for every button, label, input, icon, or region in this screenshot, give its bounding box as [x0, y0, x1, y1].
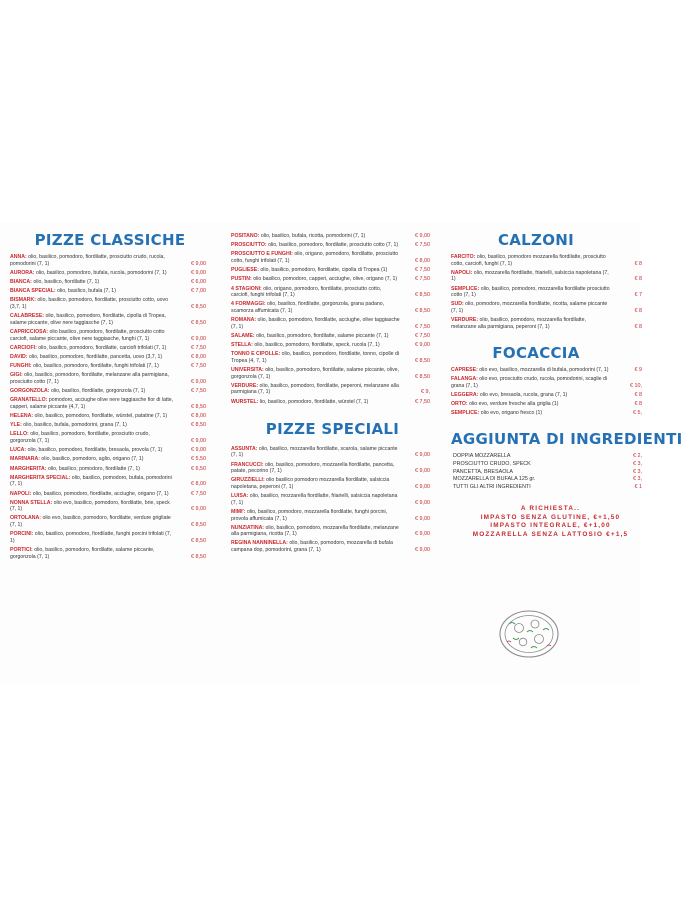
- item-price: € 7,50: [415, 332, 430, 339]
- item-price: € 8,50: [191, 553, 206, 560]
- item-gap: [10, 560, 210, 563]
- extra-ingredient-row: [453, 476, 642, 484]
- item-desc: olio, basilico, pomodoro, fiordilatte, bresaola, provola (7, 1): [27, 447, 163, 454]
- extra-ingredient-label: TUTTI GLI ALTRI INGREDIENTI: [453, 483, 531, 490]
- item-price: € 8: [634, 307, 642, 314]
- item-name: MARINARA:: [10, 456, 40, 463]
- item-desc: olio basilico, pomodoro, capperi, acciughe, olive, origano (7, 1): [253, 276, 398, 283]
- menu-item: [231, 477, 434, 490]
- item-desc: olio, origano, pomodoro, fiordilatte, prosciutto cotto, carciofi, funghi trifolati (7, 1): [231, 285, 382, 299]
- menu-item: [10, 531, 210, 544]
- menu-item: [10, 372, 210, 385]
- item-name: LEGGERA:: [451, 391, 479, 398]
- menu-item: [10, 475, 210, 488]
- pizza-sketch-icon: [497, 608, 561, 660]
- menu-item: [231, 342, 434, 349]
- item-name: ANNA:: [10, 254, 27, 260]
- item-desc: olio, basilico, pomodoro, fiordilatte, cipolla di Tropea (1): [260, 267, 388, 274]
- item-price: € 9: [634, 366, 642, 373]
- extra-ingredient-label: DOPPIA MOZZARELLA: [453, 453, 511, 460]
- extra-ingredient-price: € 3,: [633, 476, 642, 483]
- richiesta-line: A RICHIESTA..: [520, 505, 581, 513]
- item-name: LELLO:: [10, 431, 29, 438]
- item-name: CARCIOFI:: [10, 344, 37, 351]
- item-name: BISMARK:: [10, 297, 36, 304]
- item-price: € 9,00: [415, 515, 430, 522]
- item-name: LUISA:: [231, 493, 249, 500]
- item-name: PORTICI:: [10, 547, 33, 554]
- item-desc: olio, basilico, pomodoro, fiordilatte, carciofi trifolati (7, 1): [38, 344, 167, 351]
- item-gap: [451, 330, 646, 333]
- item-desc: olio, basilico, pomodoro, mozzarella fiordilatte, melanzane alla parmigiana, peperoni (7, 1): [451, 317, 586, 330]
- item-name: HELENA:: [10, 413, 34, 419]
- item-price: € 8,00: [191, 413, 206, 419]
- item-price: € 8,50: [191, 522, 206, 529]
- list-classiche-cont: [231, 233, 434, 408]
- column-classiche: [10, 222, 210, 563]
- title-calzoni: CALZONI: [497, 231, 575, 249]
- item-price: € 9,00: [415, 452, 430, 459]
- menu-item: [451, 367, 646, 374]
- item-price: € 7: [634, 292, 642, 299]
- item-price: € 8,00: [191, 481, 206, 488]
- item-price: € 8,00: [415, 257, 430, 264]
- item-name: GRANATELLO:: [10, 397, 48, 404]
- item-name: VERDURE:: [231, 382, 259, 389]
- item-price: € 9,00: [415, 547, 430, 554]
- menu-item: [451, 401, 646, 408]
- item-desc: olio, basilico, pomodoro, fiordilatte, tonno, cipolle di Tropea (4, 7, 1): [231, 351, 400, 364]
- item-gap: [231, 405, 434, 408]
- item-desc: olio, basilico, pomodoro, aglio, origano (7, 1): [41, 456, 144, 463]
- item-name: FUNGHI:: [10, 363, 32, 370]
- item-desc: olio, basilico, fiordilatte (7, 1): [33, 278, 100, 285]
- item-name: YLE:: [10, 422, 22, 429]
- title-focaccia: FOCACCIA: [492, 343, 580, 362]
- menu-item: [10, 329, 210, 342]
- item-price: € 8,50: [191, 403, 206, 410]
- item-desc: olio, basilico, pomodoro, fiordilatte (7, 1): [47, 465, 140, 472]
- item-desc: lio, basilico, pomodoro, fiordilatte, würstel (7, 1): [259, 398, 369, 405]
- menu-item: [231, 333, 434, 340]
- item-price: € 9,00: [415, 468, 430, 475]
- item-desc: olio, basilico, mozzarella fiordilatte, scarola, salame piccante (7, 1): [231, 445, 398, 459]
- item-desc: olio, basilico, mozzarella fiordilatte, friarielli, salsiccia napoletana (7, 1): [231, 493, 398, 506]
- item-desc: olio, basilico, bufala, pomodorini, grana (7, 1): [23, 422, 127, 429]
- list-focaccia: [451, 367, 646, 420]
- list-aggiunta: [451, 453, 646, 491]
- item-desc: olio evo, basilico, pomodoro, fiordilatte, verdure grigliate (7, 1): [10, 515, 171, 529]
- item-price: € 8: [634, 323, 642, 330]
- extra-ingredient-row: [453, 484, 642, 492]
- item-desc: olio, basilico, pomodoro, fiordilatte, melanzane alla parmigiana, prosciutto cotto (7, 1): [10, 372, 169, 385]
- item-name: FRANCUCCI:: [231, 461, 264, 468]
- item-price: € 8: [634, 391, 642, 398]
- menu-item: [231, 540, 434, 553]
- menu-item: [10, 515, 210, 528]
- item-price: € 9,00: [415, 499, 430, 506]
- item-name: NAPOLI:: [451, 269, 473, 276]
- menu-item: [10, 297, 210, 310]
- menu-item: [451, 392, 646, 399]
- item-name: CALABRESE:: [10, 313, 45, 320]
- item-name: CAPRICCIOSA:: [10, 328, 49, 335]
- menu-item: [10, 345, 210, 352]
- item-name: FALANGA:: [451, 376, 478, 383]
- item-price: € 9,00: [415, 342, 430, 349]
- menu-item: [10, 288, 210, 295]
- item-desc: olio evo, basilico, mozzarella di bufala, pomodorini (7, 1): [479, 366, 609, 373]
- item-price: € 9,00: [191, 269, 206, 276]
- item-desc: olio, basilico, pomodoro, fiordilatte, acciughe, olive taggiasche (7, 1): [231, 317, 400, 330]
- item-price: € 7,50: [415, 242, 430, 249]
- menu-item: [231, 233, 434, 240]
- menu-item: [451, 410, 646, 417]
- item-desc: olio, origano, pomodoro, fiordilatte, prosciutto cotto, funghi trifolati (7, 1): [231, 251, 399, 264]
- item-desc: olio, basilico, fiordilatte, gorgonzola, grana padano, scamorza affumicata (7, 1): [231, 301, 385, 314]
- item-price: € 8,50: [415, 307, 430, 314]
- item-price: € 8: [634, 260, 642, 267]
- list-speciali: [231, 446, 434, 556]
- item-desc: olio, basilico, pomodoro, bufala, rucola, pomodorini (7, 1): [35, 269, 167, 276]
- item-name: SUD:: [451, 301, 464, 308]
- extra-ingredient-price: € 2,: [633, 453, 642, 460]
- item-desc: olio, basilico, pomodoro, fiordilatte, funghi porcini trifolati (7, 1): [10, 531, 172, 544]
- menu-item: [451, 317, 646, 330]
- menu-item: [231, 242, 434, 249]
- item-desc: olio, basilico, pomodoro, fiordilatte, prosciutto cotto, uovo (3,7, 1): [10, 297, 169, 310]
- item-desc: olio, mozzarella fiordilatte, friarielli, salsiccia napoletana (7, 1): [451, 269, 609, 283]
- item-price: € 7,50: [415, 323, 430, 330]
- item-name: BIANCA SPECIAL:: [10, 288, 56, 295]
- item-name: GIRUZZIELLI:: [231, 477, 265, 484]
- item-desc: pomodoro, acciughe olive nere taggiasche fior di latte, capperi, salame piccante (4,7, 1): [10, 397, 174, 410]
- item-name: NUNZIATINA:: [231, 524, 265, 531]
- menu-item: [231, 399, 434, 406]
- menu-item: [10, 313, 210, 326]
- item-price: € 9,00: [191, 335, 206, 342]
- item-desc: olio, basilico, pomodoro, mozzarella fiordilatte prosciutto cotto (7, 1): [451, 285, 610, 299]
- menu-item: [10, 270, 210, 277]
- title-pizze-speciali: PIZZE SPECIALI: [265, 419, 400, 438]
- item-desc: olio, basilico, pomodoro, fiordilatte, pancetta, uovo (3,7, 1): [28, 353, 163, 360]
- item-name: FARCITO:: [451, 254, 476, 260]
- menu-item: [231, 462, 434, 475]
- item-name: MIMI':: [231, 508, 246, 515]
- item-desc: olio, basilico, fiordilatte, gorgonzola (7, 1): [50, 388, 146, 395]
- item-price: € 9,00: [191, 506, 206, 513]
- item-name: PROSCIUTTO:: [231, 242, 267, 249]
- richiesta-line: IMPASTO INTEGRALE, €+1,00: [490, 522, 611, 530]
- menu-item: [231, 317, 434, 330]
- item-name: MARGHERITA:: [10, 465, 47, 472]
- menu-item: [451, 270, 646, 283]
- item-name: ORTO:: [451, 401, 468, 408]
- extra-ingredient-label: PANCETTA, BRESAOLA: [453, 468, 514, 475]
- menu-item: [10, 547, 210, 560]
- item-name: SEMPLICE:: [451, 410, 480, 417]
- item-price: € 9,00: [191, 447, 206, 454]
- extra-ingredient-label: MOZZARELLA DI BUFALA 125 gr.: [453, 476, 536, 483]
- item-name: SEMPLICE:: [451, 285, 480, 292]
- menu-item: [10, 254, 210, 267]
- item-price: € 7,50: [415, 398, 430, 405]
- item-price: € 9,00: [191, 437, 206, 444]
- item-price: € 5,: [633, 410, 642, 417]
- item-desc: olio, basilico, pomodoro, mozzarella di bufala campana dop, pomodorini, grana (7, 1): [231, 540, 393, 554]
- item-desc: olio, basilico, pomodoro, mozzarella fiordilatte, pancetta, patate, pecorino (7, 1): [231, 461, 395, 475]
- extra-ingredient-row: [453, 469, 642, 477]
- item-name: PROSCIUTTO E FUNGHI:: [231, 251, 293, 258]
- extra-ingredient-row: [453, 461, 642, 469]
- item-desc: olio, basilico, pomodoro, fiordilatte, salame piccante (7, 1): [256, 332, 389, 339]
- menu-item: [10, 279, 210, 286]
- extra-ingredient-price: € 3,: [633, 461, 642, 468]
- menu-item: [10, 491, 210, 498]
- item-desc: olio basilico pomodoro mozzarella fiordilatte, salsiccia napoletana, peperoni (7, 1): [231, 477, 390, 490]
- item-desc: olio, basilico, pomodoro mozzarella fiordilatte, prosciutto cotto, carciofi, funghi (7, 1): [451, 254, 606, 267]
- item-price: € 8,50: [415, 357, 430, 364]
- richiesta-line: IMPASTO SENZA GLUTINE, €+1,50: [480, 513, 621, 521]
- item-desc: olio evo, prosciutto crudo, rucola, pomodorini, scaglie di grana (7, 1): [451, 376, 608, 389]
- item-name: POSITANO:: [231, 233, 260, 239]
- item-name: SALAME:: [231, 332, 255, 339]
- extra-ingredient-row: [453, 453, 642, 461]
- menu-item: [231, 251, 434, 264]
- item-desc: olio, basilico, pomodoro, fiordilatte, salame piccante, gorgonzola (7, 1): [10, 547, 155, 560]
- menu-item: [231, 301, 434, 314]
- menu-item: [231, 276, 434, 283]
- item-desc: olio, basilico, pomodoro, fiordilatte, prosciutto cotto (7, 1): [268, 242, 399, 249]
- item-name: ORTOLANA:: [10, 515, 42, 522]
- column-speciali: [231, 222, 434, 556]
- item-desc: olio, basilico, pomodoro, bufala, pomodorini (7, 1): [10, 474, 172, 488]
- item-gap: [231, 554, 434, 557]
- item-price: € 7,50: [191, 490, 206, 497]
- item-price: € 7,50: [191, 388, 206, 395]
- item-price: € 10,: [630, 382, 642, 389]
- menu-item: [231, 525, 434, 538]
- item-name: STELLA:: [231, 342, 253, 349]
- item-desc: olio, basilico, pomodoro, fiordilatte, peperoni, melanzane alla parmigiana (7, 1): [231, 382, 399, 396]
- item-price: € 6,00: [191, 278, 206, 285]
- item-price: € 9,00: [415, 483, 430, 490]
- item-price: € 8,50: [191, 537, 206, 544]
- item-name: NONNA STELLA:: [10, 499, 53, 506]
- item-desc: olio, pomodoro, mozzarella fiordilatte, ricotta, salame piccante (7, 1): [451, 301, 608, 314]
- menu-item: [231, 383, 434, 396]
- menu-item: [231, 267, 434, 274]
- item-name: ASSUNTA:: [231, 445, 258, 452]
- item-price: € 9,00: [191, 378, 206, 385]
- menu-item: [10, 422, 210, 429]
- richiesta-line: MOZZARELLA SENZA LATTOSIO €+1,5: [472, 530, 629, 538]
- title-aggiunta-ingredienti: AGGIUNTA DI INGREDIENTI: [451, 430, 683, 449]
- item-gap: [451, 417, 646, 420]
- item-desc: olio, basilico, pomodoro, fiordilatte, acciughe, origano (7, 1): [32, 490, 169, 497]
- item-price: € 6,50: [191, 465, 206, 472]
- menu-item: [10, 363, 210, 370]
- menu-item: [451, 254, 646, 267]
- item-name: TONNO E CIPOLLE:: [231, 351, 281, 358]
- item-desc: olio basilico, pomodoro, fiordilatte, prosciutto cotto carciofi, salame piccante, olive nere taggiasche, funghi (7, 1): [10, 328, 165, 342]
- menu-item: [451, 286, 646, 299]
- item-name: NAPOLI:: [10, 490, 32, 497]
- menu-item: [10, 397, 210, 410]
- menu-sheet: [0, 222, 683, 684]
- item-desc: olio, basilico, pomodoro, fiordilatte, salame piccante, olive, gorgonzola (7, 1): [231, 367, 400, 380]
- menu-item: [10, 413, 210, 420]
- item-name: ROMANA:: [231, 317, 257, 324]
- item-price: € 8,00: [191, 353, 206, 360]
- item-price: € 7,50: [191, 344, 206, 351]
- menu-item: [10, 466, 210, 473]
- item-name: CAPRESE:: [451, 366, 478, 373]
- item-desc: olio evo, origano fresco (1): [480, 410, 543, 417]
- list-calzoni: [451, 254, 646, 333]
- item-name: VERDURE:: [451, 317, 479, 324]
- item-price: € 8,50: [415, 292, 430, 299]
- item-price: € 8,50: [415, 373, 430, 380]
- item-desc: olio, basilico, pomodoro, mozzarella fiordilatte, funghi porcini, provola affumicata (7, 1): [231, 508, 388, 522]
- item-price: € 8,50: [191, 319, 206, 326]
- item-desc: olio, basilico, pomodoro, fiordilatte, funghi trifolati (7, 1): [33, 363, 159, 370]
- menu-item: [10, 456, 210, 463]
- menu-item: [231, 367, 434, 380]
- menu-item: [231, 351, 434, 364]
- item-desc: olio, basilico, pomodoro, fiordilatte, würstel, patatine (7, 1): [34, 413, 168, 419]
- item-price: € 7,50: [415, 267, 430, 274]
- item-name: 4 FORMAGGI:: [231, 301, 266, 308]
- item-price: € 5,50: [191, 456, 206, 463]
- item-name: DAVID:: [10, 353, 28, 360]
- item-desc: olio, basilico, pomodoro, fiordilatte, speck, rucola (7, 1): [254, 342, 380, 349]
- item-name: 4 STAGIONI:: [231, 285, 262, 292]
- menu-item: [10, 354, 210, 361]
- richiesta-block: [451, 505, 646, 539]
- item-price: € 7,00: [191, 288, 206, 295]
- item-name: LUCA:: [10, 447, 27, 454]
- item-desc: olio evo, verdure fresche alla griglia (1): [469, 401, 559, 408]
- item-name: REGINA NANNINELLA:: [231, 540, 288, 547]
- menu-item: [10, 447, 210, 454]
- item-price: € 8,50: [191, 422, 206, 429]
- menu-item: [451, 376, 646, 389]
- item-name: GIGI:: [10, 372, 23, 379]
- item-price: € 9,00: [191, 260, 206, 267]
- item-desc: olio, basilico, pomodoro, fiordilatte, prosciutto crudo, gorgonzola (7, 1): [10, 431, 150, 444]
- item-name: PUGLIESE:: [231, 267, 259, 274]
- item-name: PUSTIN:: [231, 276, 252, 283]
- item-name: WURSTEL:: [231, 398, 259, 405]
- item-desc: olio evo, bresaola, rucola, grana (7, 1): [479, 391, 568, 398]
- item-name: GORGONZOLA:: [10, 388, 50, 395]
- list-classiche: [10, 254, 210, 563]
- column-calzoni-focaccia: [451, 222, 683, 539]
- extra-ingredient-price: € 3,: [633, 468, 642, 475]
- item-desc: olio evo, basilico, pomodoro, fiordilatte, brie, speck (7, 1): [10, 499, 170, 513]
- item-name: BIANCA:: [10, 278, 32, 285]
- item-price: € 8: [634, 401, 642, 408]
- item-price: € 9,00: [415, 531, 430, 538]
- item-price: € 7,50: [415, 276, 430, 283]
- item-price: € 9,: [421, 389, 430, 396]
- item-price: € 8: [634, 276, 642, 283]
- menu-item: [10, 500, 210, 513]
- item-name: MARGHERITA SPECIAL:: [10, 474, 71, 481]
- menu-item: [231, 509, 434, 522]
- item-name: PORCINI:: [10, 531, 34, 538]
- item-price: € 8,50: [191, 303, 206, 310]
- item-price: € 7,50: [191, 363, 206, 370]
- item-name: UNIVERSITA:: [231, 367, 264, 374]
- item-desc: olio, basilico, pomodoro, fiordilatte, prosciutto crudo, rucola, pomodorini (7, 1): [10, 254, 165, 267]
- extra-ingredient-label: PROSCIUTTO CRUDO, SPECK: [453, 461, 531, 468]
- menu-item: [10, 388, 210, 395]
- extra-ingredient-price: € 1: [634, 483, 642, 490]
- item-name: AURORA:: [10, 269, 35, 276]
- item-desc: olio, basilico, pomodoro, mozzarella fiordilatte, melanzane alla parmigiana, ricotta (7, 1): [231, 524, 399, 538]
- menu-item: [451, 301, 646, 314]
- item-desc: olio, basilico, pomodoro, fiordilatte, cipolla di Tropea, salame piccante, olive nere taggiasche (7, 1): [10, 313, 166, 326]
- menu-item: [231, 493, 434, 506]
- menu-item: [231, 446, 434, 459]
- menu-item: [10, 431, 210, 444]
- title-pizze-classiche: PIZZE CLASSICHE: [34, 231, 186, 249]
- item-desc: olio, basilico, bufala (7, 1): [57, 288, 116, 295]
- item-desc: olio, basilico, bufala, ricotta, pomodorini (7, 1): [260, 233, 366, 239]
- menu-item: [231, 286, 434, 299]
- item-price: € 9,00: [415, 233, 430, 239]
